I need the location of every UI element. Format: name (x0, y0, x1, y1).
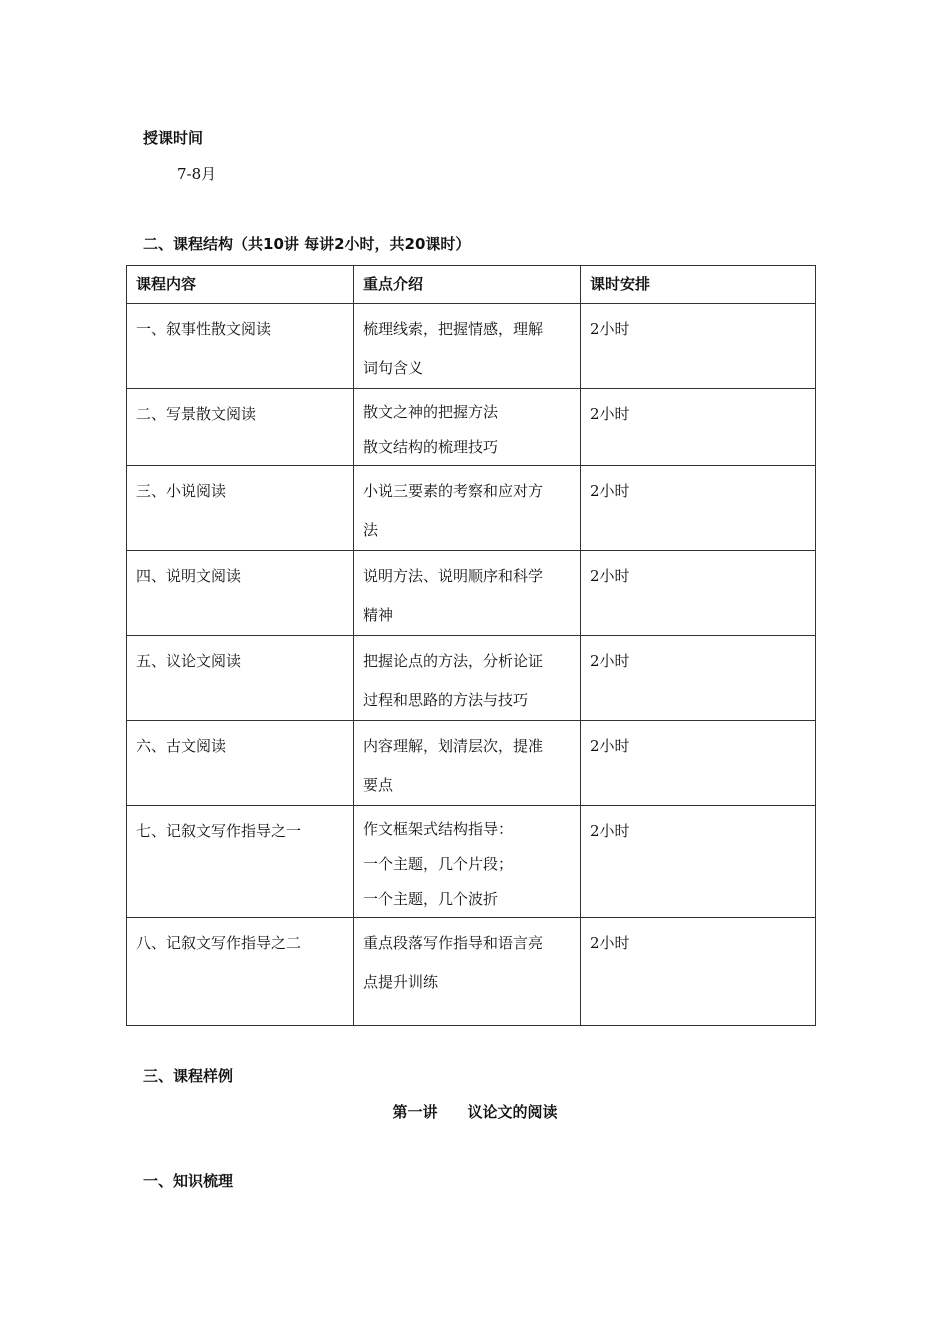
row-focus (354, 721, 581, 806)
row-hours: 2小时 (581, 806, 816, 918)
row-hours: 2小时 (581, 551, 816, 636)
knowledge-review-heading: 一、知识梳理 (143, 1172, 234, 1190)
row-hours: 2小时 (581, 721, 816, 806)
focus-line: 重点段落写作指导和语言亮 (363, 934, 544, 952)
row-content: 六、古文阅读 (127, 721, 354, 806)
focus-line: 一个主题，几个片段； (363, 855, 514, 873)
header-hours: 课时安排 (581, 266, 816, 304)
row-focus (354, 389, 581, 466)
focus-line: 把握论点的方法，分析论证 (363, 652, 544, 670)
table-row (127, 389, 816, 466)
row-hours: 2小时 (581, 918, 816, 1026)
focus-line: 内容理解，划清层次，提准 (363, 737, 544, 755)
focus-line: 过程和思路的方法与技巧 (363, 691, 529, 709)
table-row (127, 721, 816, 806)
row-hours: 2小时 (581, 466, 816, 551)
row-content: 七、记叙文写作指导之一 (127, 806, 354, 918)
row-focus (354, 918, 581, 1026)
focus-line: 作文框架式结构指导： (363, 820, 514, 838)
row-content: 三、小说阅读 (127, 466, 354, 551)
focus-line: 梳理线索，把握情感，理解 (363, 320, 544, 338)
row-content: 八、记叙文写作指导之二 (127, 918, 354, 1026)
table-row (127, 304, 816, 389)
table-row (127, 636, 816, 721)
teaching-time-heading: 授课时间 (143, 129, 204, 147)
course-structure-heading: 二、课程结构（共10讲 每讲2小时，共20课时） (143, 235, 471, 253)
table-row (127, 918, 816, 1026)
focus-line: 一个主题，几个波折 (363, 890, 499, 908)
row-hours: 2小时 (581, 389, 816, 466)
row-focus (354, 304, 581, 389)
row-content: 二、写景散文阅读 (127, 389, 354, 466)
focus-line: 小说三要素的考察和应对方 (363, 482, 544, 500)
lecture-title: 第一讲 议论文的阅读 (392, 1103, 558, 1121)
row-hours: 2小时 (581, 304, 816, 389)
course-sample-heading: 三、课程样例 (143, 1067, 234, 1085)
focus-line: 精神 (363, 606, 394, 624)
row-content: 一、叙事性散文阅读 (127, 304, 354, 389)
row-hours: 2小时 (581, 636, 816, 721)
course-schedule-table (126, 265, 816, 1026)
table-row (127, 466, 816, 551)
row-focus (354, 551, 581, 636)
focus-line: 词句含义 (363, 359, 424, 377)
table-header-row (127, 266, 816, 304)
header-course-content: 课程内容 (127, 266, 354, 304)
focus-line: 散文结构的梳理技巧 (363, 438, 499, 456)
header-key-points: 重点介绍 (354, 266, 581, 304)
focus-line: 说明方法、说明顺序和科学 (363, 567, 544, 585)
table-row (127, 551, 816, 636)
row-focus (354, 636, 581, 721)
row-focus (354, 466, 581, 551)
focus-line: 要点 (363, 776, 394, 794)
row-focus (354, 806, 581, 918)
focus-line: 点提升训练 (363, 973, 439, 991)
focus-line: 散文之神的把握方法 (363, 403, 499, 421)
table-row (127, 806, 816, 918)
row-content: 五、议论文阅读 (127, 636, 354, 721)
focus-line: 法 (363, 521, 379, 539)
teaching-time-value: 7-8月 (177, 165, 217, 183)
row-content: 四、说明文阅读 (127, 551, 354, 636)
